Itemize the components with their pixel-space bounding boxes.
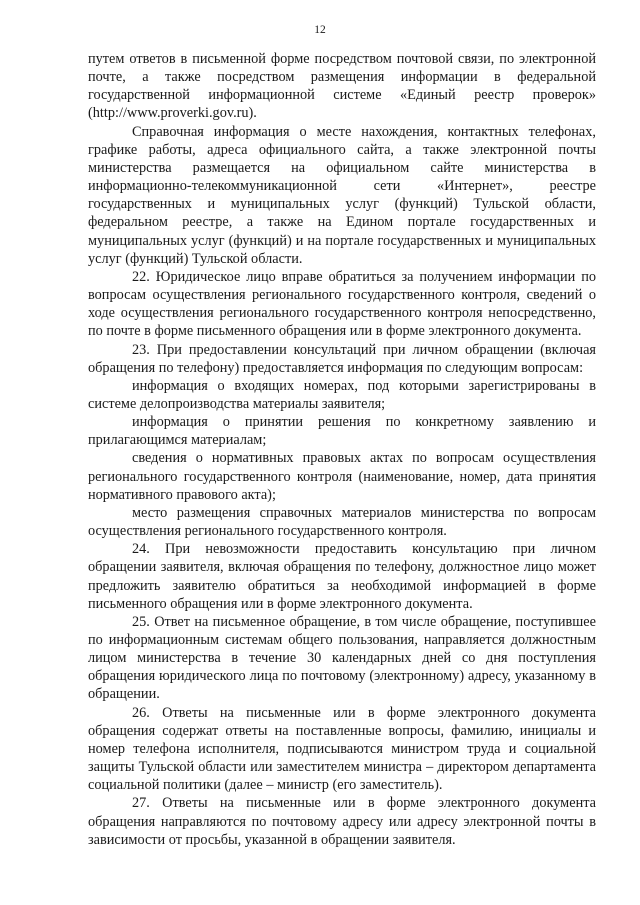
list-item-incoming-numbers: информация о входящих номерах, под которыми зарегистрированы в системе делопроизводства материалы заявителя; xyxy=(88,377,596,412)
paragraph-continuation: путем ответов в письменной форме посредством почтовой связи, по электронной почте, а также посредством размещения информации в федеральной государственной информационной системе «Единый реестр проверок» (http://www.proverki.gov.ru). xyxy=(88,51,596,122)
list-item-normative-acts: сведения о нормативных правовых актах по вопросам осуществления регионального государственного контроля (наименование, номер, дата принятия нормативного правового акта); xyxy=(88,450,596,503)
list-item-decision: информация о принятии решения по конкретному заявлению и прилагающимся материалам; xyxy=(88,414,596,449)
paragraph-27: 27. Ответы на письменные или в форме электронного документа обращения направляются по почтовому адресу или адресу электронной почты в зависимости от просьбы, указанной в обращении заявителя. xyxy=(88,795,596,848)
paragraph-25: 25. Ответ на письменное обращение, в том числе обращение, поступившее по информационным системам общего пользования, направляется должностным лицом министерства в течение 30 календарных дней со дня поступления обращения юридического лица по почтовому (электронному) адресу, указанному в обращении. xyxy=(88,613,596,703)
paragraph-24: 24. При невозможности предоставить консультацию при личном обращении заявителя, включая обращения по телефону, должностное лицо может предложить заявителю обратиться за необходимой информацией в форме письменного обращения или в форме электронного документа. xyxy=(88,541,596,612)
page-number: 12 xyxy=(314,24,326,36)
document-body xyxy=(88,50,596,849)
paragraph-reference-info: Справочная информация о месте нахождения, контактных телефонах, графике работы, адреса официального сайта, а также электронной почты министерства размещается на официальном сайте министерства в информационно-телекоммуникационной сети «Интернет», реестре государственных и муниципальных услуг (функций) Тульской области, федеральном реестре, а также на Едином портале государственных и муниципальных услуг (функций) и на портале государственных и муниципальных услуг (функций) Тульской области. xyxy=(88,123,596,267)
list-item-reference-materials: место размещения справочных материалов министерства по вопросам осуществления регионального государственного контроля. xyxy=(88,504,596,540)
paragraph-26: 26. Ответы на письменные или в форме электронного документа обращения содержат ответы на поставленные вопросы, фамилию, инициалы и номер телефона исполнителя, подписываются министром труда и социальной защиты Тульской области или заместителем министра – директором департамента социальной политики (далее – министр (его заместитель). xyxy=(88,704,596,794)
paragraph-23: 23. При предоставлении консультаций при личном обращении (включая обращения по телефону) предоставляется информация по следующим вопросам: xyxy=(88,341,596,376)
paragraph-22: 22. Юридическое лицо вправе обратиться за получением информации по вопросам осуществления регионального государственного контроля, сведений о ходе осуществления регионального государственного контроля непосредственно, по почте в форме письменного обращения или в форме электронного документа. xyxy=(88,268,596,340)
